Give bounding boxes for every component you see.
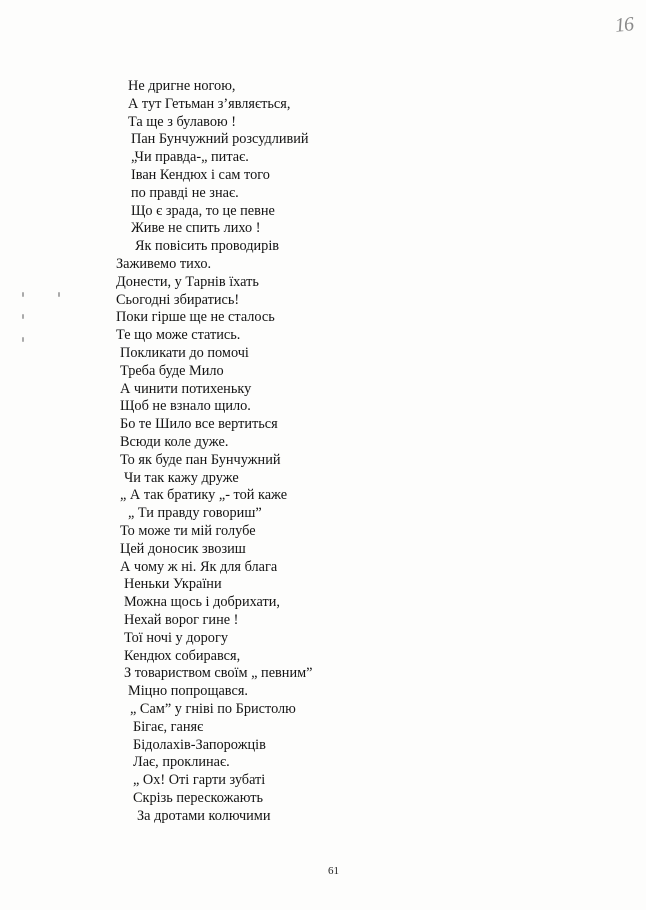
poem-line: Цей доносик звозиш — [120, 540, 246, 557]
poem-line: Скрізь перескожають — [133, 790, 264, 806]
poem-line: Іван Кендюх і сам того — [131, 167, 270, 183]
poem-line: Всюди коле дуже. — [120, 434, 229, 450]
poem-line: „ Ох! Оті гарти зубаті — [133, 772, 266, 789]
poem-line: З товариством своїм „ певним” — [124, 665, 313, 682]
punch-mark — [58, 292, 60, 297]
poem-line: А тут Гетьман з’являється, — [128, 95, 291, 112]
poem-line: Чи так кажу друже — [124, 469, 239, 486]
poem-line: Донести, у Тарнів їхать — [116, 273, 259, 290]
poem-line: Покликати до помочі — [120, 345, 249, 361]
poem-line: „Чи правда-„ питає. — [131, 149, 249, 166]
poem-line: А чинити потихеньку — [120, 380, 252, 397]
poem-line: Сьогодні збиратись! — [116, 291, 240, 308]
poem-line: Можна щось і добрихати, — [124, 594, 281, 611]
page-number: 61 — [328, 865, 339, 877]
poem-line: Бідолахів-Запорожців — [133, 736, 266, 753]
poem-line: Заживемо тихо. — [116, 256, 212, 272]
poem-line: Треба буде Мило — [120, 362, 224, 379]
poem-line: Не дригне ногою, — [128, 78, 236, 94]
poem-line: То як буде пан Бунчужний — [120, 451, 281, 468]
poem-line: Щоб не взнало щило. — [120, 398, 251, 415]
poem-line: То може ти мій голубе — [120, 523, 256, 539]
scan-punch-marks — [20, 292, 65, 352]
poem-line: „ А так братику „- той каже — [120, 487, 288, 504]
poem-line: по правді не знає. — [131, 184, 239, 201]
poem-line: Як повісить проводирів — [135, 238, 280, 255]
poem-line: „ Ти правду говориш” — [128, 505, 262, 522]
poem-line: Те що може статись. — [116, 327, 241, 344]
poem-line: Бо те Шило все вертиться — [120, 416, 278, 433]
poem-line: „ Сам” у гніві по Бристолю — [130, 701, 296, 717]
punch-mark — [22, 292, 24, 297]
poem-line: А чому ж ні. Як для блага — [120, 558, 278, 575]
poem-line: Лає, проклинає. — [133, 754, 230, 771]
poem-line: Неньки України — [124, 576, 222, 593]
poem-line: Міцно попрощався. — [128, 683, 248, 700]
poem-line: Нехай ворог гине ! — [124, 612, 239, 628]
poem-line: Та ще з булавою ! — [128, 113, 236, 130]
poem-line: Живе не спить лихо ! — [131, 220, 261, 237]
poem-line: Кендюх собирався, — [124, 647, 241, 664]
punch-mark — [22, 337, 24, 342]
poem-line: Поки гірше ще не сталось — [116, 309, 275, 326]
handwritten-page-mark: 16 — [613, 13, 635, 37]
punch-mark — [22, 314, 24, 319]
poem-line: Що є зрада, то це певне — [131, 202, 275, 219]
poem-line: За дротами колючими — [137, 807, 271, 824]
poem-line: Тої ночі у дорогу — [124, 629, 228, 646]
poem-line: Бігає, ганяє — [133, 718, 204, 735]
poem-line: Пан Бунчужний розсудливий — [131, 131, 309, 148]
